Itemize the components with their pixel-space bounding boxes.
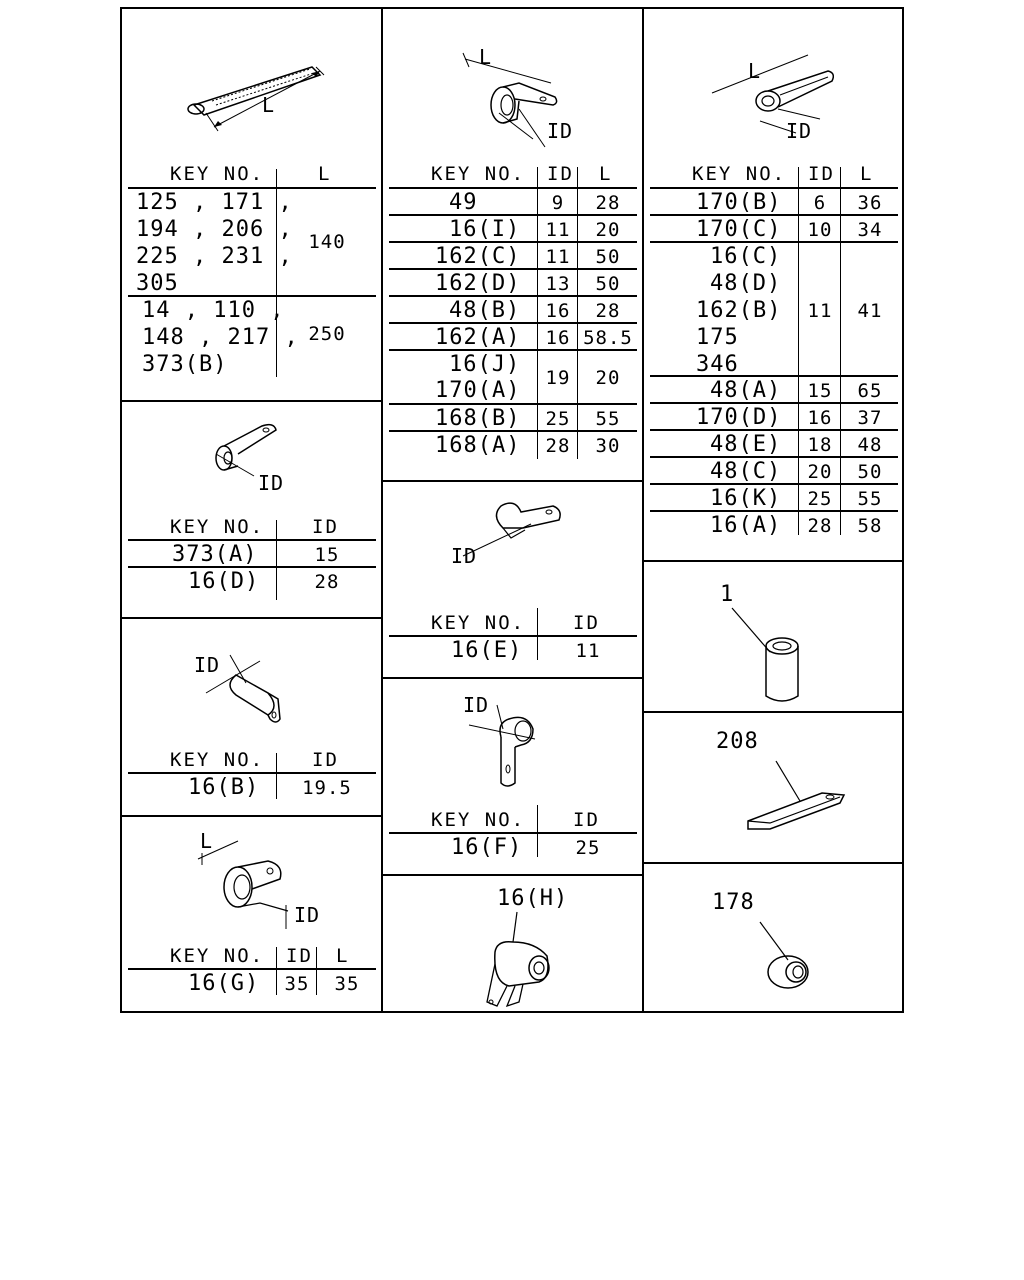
value-id: 28 [545, 435, 571, 457]
collar-drawing [730, 604, 820, 704]
value-id: 15 [807, 380, 833, 402]
key-cell: 148 , 217 , [142, 325, 299, 350]
key-cell: 16(B) [188, 775, 260, 800]
key-cell: 175 [696, 325, 739, 350]
key-cell: 16(I) [449, 217, 521, 242]
key-cell: 48(E) [710, 432, 782, 457]
clamp-e-drawing [463, 494, 563, 564]
key-cell: 168(A) [435, 433, 521, 458]
clamp-h-drawing [479, 912, 559, 1012]
key-cell: 16(D) [188, 569, 260, 594]
callout-label: 178 [712, 890, 755, 915]
dim-label-id: ID [258, 471, 285, 495]
header-key-no: KEY NO. [431, 163, 526, 185]
value-id: 25 [807, 488, 833, 510]
plate-drawing [740, 757, 850, 837]
key-cell: 16(G) [188, 971, 260, 996]
dim-label-id: ID [786, 119, 813, 143]
value-l: 250 [308, 323, 346, 345]
value-id: 15 [314, 544, 340, 566]
key-cell: 225 , 231 , [136, 244, 293, 269]
key-cell: 48(C) [710, 459, 782, 484]
header-l: L [860, 163, 874, 185]
value-l: 58.5 [583, 327, 633, 349]
key-cell: 16(A) [710, 513, 782, 538]
header-l: L [599, 163, 613, 185]
callout-label: 1 [720, 582, 735, 607]
panel-grommet [644, 862, 902, 1011]
panel-clamp-g [122, 815, 383, 1011]
value-id: 9 [551, 192, 565, 214]
value-l: 28 [595, 192, 621, 214]
value-l: 48 [857, 434, 883, 456]
value-l: 20 [595, 219, 621, 241]
header-key-no: KEY NO. [170, 945, 265, 967]
grommet-drawing [740, 920, 820, 1000]
key-cell: 194 , 206 , [136, 217, 293, 242]
parts-sheet [120, 7, 904, 1013]
panel-plate [644, 711, 902, 864]
header-id: ID [573, 612, 600, 634]
key-cell: 14 , 110 , [142, 298, 285, 323]
value-id: 6 [813, 192, 827, 214]
panel-clamp-f [383, 677, 644, 876]
header-key-no: KEY NO. [431, 612, 526, 634]
key-cell: 48(B) [449, 298, 521, 323]
key-cell: 162(C) [435, 244, 521, 269]
callout-label: 16(H) [497, 886, 569, 911]
value-l: 50 [595, 273, 621, 295]
header-key-no: KEY NO. [170, 163, 265, 185]
panel-tie-band [122, 9, 383, 402]
header-id: ID [573, 809, 600, 831]
value-id: 19 [545, 367, 571, 389]
dim-label-l: L [748, 59, 762, 83]
value-l: 50 [595, 246, 621, 268]
key-cell: 16(C) [710, 244, 782, 269]
value-l: 35 [334, 973, 360, 995]
header-id: ID [808, 163, 835, 185]
header-key-no: KEY NO. [692, 163, 787, 185]
value-l: 65 [857, 380, 883, 402]
panel-clamp-e [383, 480, 644, 679]
key-cell: 170(D) [696, 405, 782, 430]
dim-label-id: ID [463, 693, 490, 717]
dim-label-id: ID [451, 544, 478, 568]
key-cell: 48(A) [710, 378, 782, 403]
value-l: 30 [595, 435, 621, 457]
key-cell: 16(K) [710, 486, 782, 511]
key-cell: 162(A) [435, 325, 521, 350]
value-id: 16 [545, 327, 571, 349]
value-l: 28 [595, 300, 621, 322]
key-cell: 16(F) [451, 835, 523, 860]
value-id: 11 [545, 219, 571, 241]
key-cell: 48(D) [710, 271, 782, 296]
dim-label-l: L [262, 93, 276, 117]
header-key-no: KEY NO. [170, 749, 265, 771]
header-id: ID [286, 945, 313, 967]
value-id: 35 [284, 973, 310, 995]
key-cell: 16(E) [451, 638, 523, 663]
value-l: 34 [857, 219, 883, 241]
value-id: 19.5 [302, 777, 352, 799]
header-key-no: KEY NO. [170, 516, 265, 538]
value-l: 55 [857, 488, 883, 510]
panel-clamp-a [122, 400, 383, 619]
value-l: 58 [857, 515, 883, 537]
value-id: 11 [807, 300, 833, 322]
dim-label-id: ID [547, 119, 574, 143]
value-l: 20 [595, 367, 621, 389]
panel-clamp-right [644, 9, 902, 562]
value-l: 37 [857, 407, 883, 429]
dim-label-id: ID [194, 653, 221, 677]
dim-label-l: L [479, 45, 493, 69]
header-id: ID [312, 749, 339, 771]
value-l: 41 [857, 300, 883, 322]
key-cell: 162(D) [435, 271, 521, 296]
value-id: 16 [545, 300, 571, 322]
key-cell: 373(A) [172, 542, 258, 567]
key-cell: 305 [136, 271, 179, 296]
value-id: 25 [575, 837, 601, 859]
value-id: 11 [545, 246, 571, 268]
value-id: 28 [807, 515, 833, 537]
panel-clamp-mid [383, 9, 644, 482]
value-l: 55 [595, 408, 621, 430]
panel-clamp-h [383, 874, 644, 1011]
key-cell: 16(J) [449, 352, 521, 377]
header-l: L [336, 945, 350, 967]
key-cell: 168(B) [435, 406, 521, 431]
key-cell: 49 [449, 190, 478, 215]
key-cell: 170(A) [435, 378, 521, 403]
header-l: L [318, 163, 332, 185]
callout-label: 208 [716, 729, 759, 754]
panel-collar [644, 560, 902, 713]
key-cell: 373(B) [142, 352, 228, 377]
key-cell: 125 , 171 , [136, 190, 293, 215]
value-id: 28 [314, 571, 340, 593]
key-cell: 170(C) [696, 217, 782, 242]
panel-clamp-b [122, 617, 383, 817]
key-cell: 346 [696, 352, 739, 377]
value-id: 10 [807, 219, 833, 241]
dim-label-id: ID [294, 903, 321, 927]
clamp-g-drawing [198, 831, 308, 927]
value-id: 11 [575, 640, 601, 662]
header-id: ID [547, 163, 574, 185]
value-id: 13 [545, 273, 571, 295]
value-id: 20 [807, 461, 833, 483]
value-id: 18 [807, 434, 833, 456]
header-id: ID [312, 516, 339, 538]
value-id: 16 [807, 407, 833, 429]
value-l: 50 [857, 461, 883, 483]
header-key-no: KEY NO. [431, 809, 526, 831]
clamp-right-drawing [708, 49, 838, 139]
dim-label-l: L [200, 829, 214, 853]
value-l: 140 [308, 231, 346, 253]
value-id: 25 [545, 408, 571, 430]
clamp-a-drawing [208, 414, 298, 484]
key-cell: 170(B) [696, 190, 782, 215]
key-cell: 162(B) [696, 298, 782, 323]
value-l: 36 [857, 192, 883, 214]
